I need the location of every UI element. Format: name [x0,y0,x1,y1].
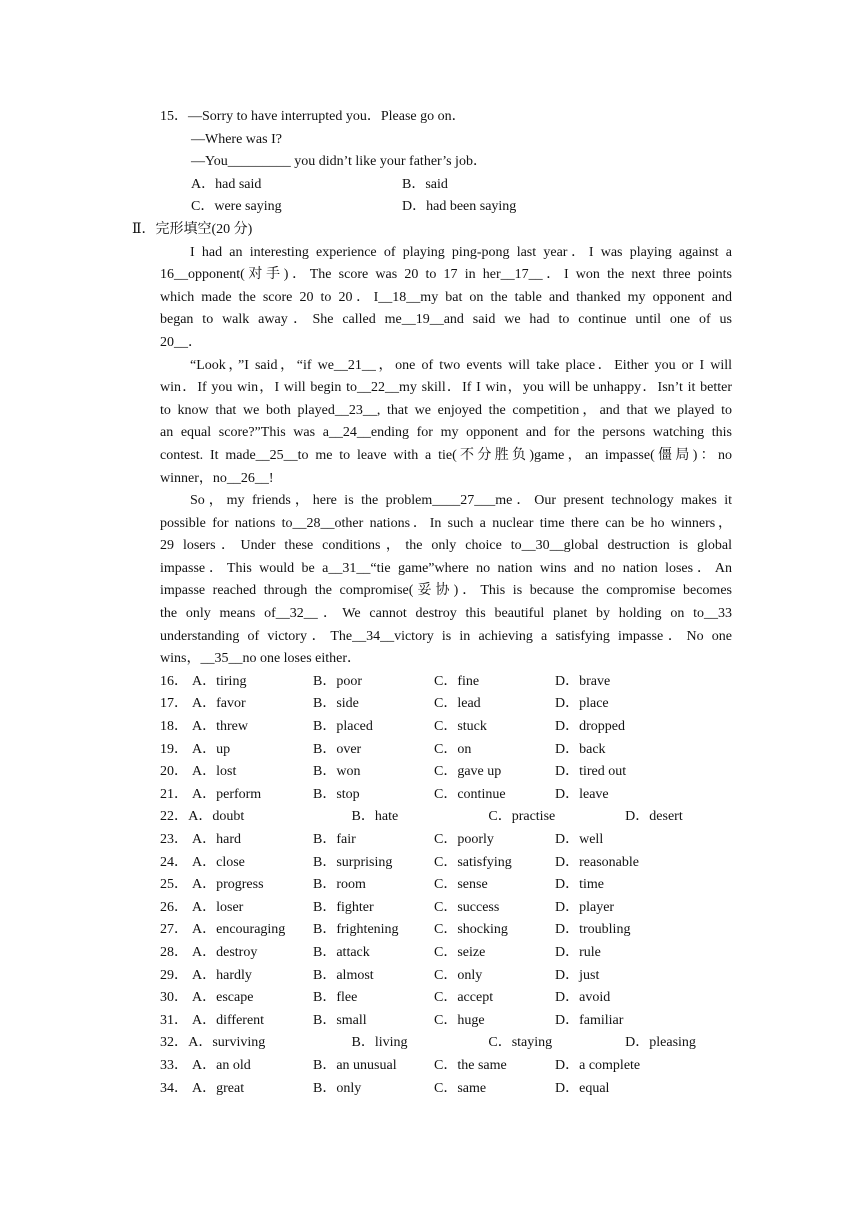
option-a: A．favor [192,696,246,712]
option-b: B．only [313,1080,362,1096]
option-c: C．satisfying [434,854,512,870]
option-c: C．only [434,967,483,983]
option-c: C．practise [488,809,556,825]
option-b: B．fair [313,832,356,847]
option-b: B．living [351,1035,408,1051]
choice-row [160,1055,732,1078]
option-a: A．close [192,854,245,870]
option-a: A．hard [192,832,241,847]
question-number: 22． [160,809,188,825]
choice-row [160,942,732,965]
choice-row [160,919,732,942]
choice-row [160,829,732,852]
option-d: D．well [555,832,604,847]
question-number: 33． [160,1057,188,1073]
question-15-stem: 15．—Sorry to have interrupted you．Please go on． [160,109,466,124]
option-d: D．just [555,967,600,983]
choice-row [160,784,732,807]
option-a: A．threw [192,719,248,735]
option-a: A．had said [191,176,262,192]
option-d: D．brave [555,673,611,689]
dialog-line: —Where was I? [191,131,282,147]
option-c: C．continue [434,786,506,802]
option-c: C．huge [434,1012,485,1028]
passage-line: began to walk away．She called me__19__and said we had to continue until one of us [160,312,732,328]
option-a: A．encouraging [192,922,286,938]
option-b: B．said [402,176,448,192]
option-a: A．hardly [192,967,252,983]
option-a: A．doubt [188,809,245,825]
option-b: B．an unusual [313,1057,397,1073]
option-c: C．lead [434,696,481,712]
option-d: D．reasonable [555,854,639,870]
option-d: D．player [555,899,615,915]
option-b: B．surprising [313,854,393,870]
option-a: A．surviving [188,1035,266,1051]
passage-line: winner，no__26__! [160,470,274,486]
passage-line: So，my friends，here is the problem____27___me．Our present technology makes it [190,493,732,509]
question-number: 34． [160,1080,188,1096]
question-15 [160,106,732,219]
choice-row [160,1032,732,1055]
option-d: D．a complete [555,1057,641,1073]
options-row [160,196,732,219]
option-d: D．dropped [555,719,625,735]
option-b: B．flee [313,990,358,1006]
option-a: A．progress [192,877,264,893]
option-d: D．desert [625,809,683,825]
choice-row [160,874,732,897]
option-b: B．stop [313,786,360,802]
exam-page [132,106,732,1100]
option-a: A．loser [192,899,244,915]
passage-line: the only means of__32__．We cannot destroy this beautiful planet by holding on to__33 [160,606,732,622]
option-a: A．destroy [192,944,258,960]
option-c: C．fine [434,673,480,689]
option-a: A．different [192,1012,265,1028]
option-c: C．accept [434,990,494,1006]
option-b: B．won [313,764,361,780]
passage-line: I had an interesting experience of playing ping-pong last year．I was playing against a [190,244,732,260]
passage-line: 29 losers．Under these conditions，the only choice to__30__global destruction is global [160,538,732,554]
option-d: D．troubling [555,922,631,938]
choice-row [160,965,732,988]
option-b: B．fighter [313,899,374,915]
question-number: 30． [160,990,188,1006]
option-a: A．escape [192,990,254,1006]
passage-line: win．If you win，I will begin to__22__my skill．If I win，you will be unhappy．Isn’t it better [160,380,732,396]
option-a: A．up [192,741,231,757]
option-b: B．almost [313,967,374,983]
choice-row [160,852,732,875]
option-c: C．were saying [191,199,282,215]
passage-line: which made the score 20 to 20．I__18__my bat on the table and thanked my opponent and [160,289,732,305]
option-d: D．leave [555,786,609,802]
question-number: 25． [160,877,188,893]
question-number: 27． [160,922,188,938]
option-c: C．sense [434,877,488,893]
option-b: B．poor [313,673,362,689]
dialog-line: —You_________ you didn’t like your father’s job． [191,154,487,170]
passage-line: contest. It made__25__to me to leave with a tie(不分胜负)game，an impasse(僵局)：no [160,447,732,463]
option-c: C．the same [434,1057,507,1073]
option-a: A．an old [192,1057,251,1073]
option-d: D．tired out [555,764,627,780]
choice-row [160,716,732,739]
option-d: D．equal [555,1080,610,1096]
passage-line: 16__opponent(对手)．The score was 20 to 17 in her__17__．I won the next three points [160,267,732,283]
question-number: 24． [160,854,188,870]
option-c: C．poorly [434,832,494,847]
passage-line: possible for nations to__28__other nations．In such a nuclear time there can be ho winners， [160,515,732,531]
passage-line: “Look，”I said，“if we__21__，one of two events will take place．Either you or I will [190,357,732,373]
passage-line: 20__． [160,334,202,350]
passage-line: wins，__35__no one loses either． [160,651,362,667]
choices-list [160,671,732,1100]
option-d: D．back [555,741,606,757]
option-d: D．familiar [555,1012,624,1028]
option-c: C．staying [488,1035,553,1051]
cloze-passage [160,242,732,671]
question-number: 19． [160,741,188,757]
question-number: 23． [160,832,188,847]
option-a: A．tiring [192,673,247,689]
option-b: B．side [313,696,359,712]
choice-row [160,806,732,829]
option-b: B．attack [313,944,370,960]
option-d: D．had been saying [402,199,517,215]
choice-row [160,761,732,784]
question-number: 21． [160,786,188,802]
option-c: C．success [434,899,500,915]
option-b: B．hate [351,809,399,825]
option-a: A．lost [192,764,237,780]
option-c: C．on [434,741,472,757]
question-number: 20． [160,764,188,780]
option-c: C．seize [434,944,486,960]
option-b: B．frightening [313,922,399,938]
question-number: 29． [160,967,188,983]
option-c: C．same [434,1080,487,1096]
question-number: 28． [160,944,188,960]
choice-row [160,987,732,1010]
passage-line: impasse．This would be a__31__“tie game”where no nation wins and no nation loses．An [160,560,732,576]
question-number: 17． [160,696,188,712]
question-number: 26． [160,899,188,915]
option-a: A．perform [192,786,262,802]
choice-row [160,693,732,716]
question-number: 32． [160,1035,188,1051]
option-c: C．shocking [434,922,508,938]
question-number: 18． [160,719,188,735]
option-b: B．over [313,741,362,757]
passage-line: an equal score?”This was a__24__ending for my opponent and for the persons watching this [160,425,732,441]
passage-line: understanding of victory．The__34__victory is in achieving a satisfying impasse．No one [160,628,732,644]
option-c: C．stuck [434,719,487,735]
option-b: B．room [313,877,366,893]
options-row [160,174,732,197]
passage-line: to know that we both played__23__, that we enjoyed the competition，and that we played to [160,402,732,418]
option-a: A．great [192,1080,245,1096]
question-number: 16． [160,673,188,689]
option-b: B．small [313,1012,367,1028]
option-b: B．placed [313,719,373,735]
choice-row [160,1010,732,1033]
option-c: C．gave up [434,764,502,780]
option-d: D．pleasing [625,1035,696,1051]
section-heading: Ⅱ．完形填空(20 分) [132,221,253,237]
choice-row [160,1078,732,1101]
choice-row [160,897,732,920]
question-number: 31． [160,1012,188,1028]
option-d: D．avoid [555,990,611,1006]
passage-line: impasse reached through the compromise(妥协)．This is because the compromise becomes [160,583,732,599]
choice-row [160,739,732,762]
option-d: D．rule [555,944,601,960]
option-d: D．place [555,696,609,712]
choice-row [160,671,732,694]
option-d: D．time [555,877,604,893]
